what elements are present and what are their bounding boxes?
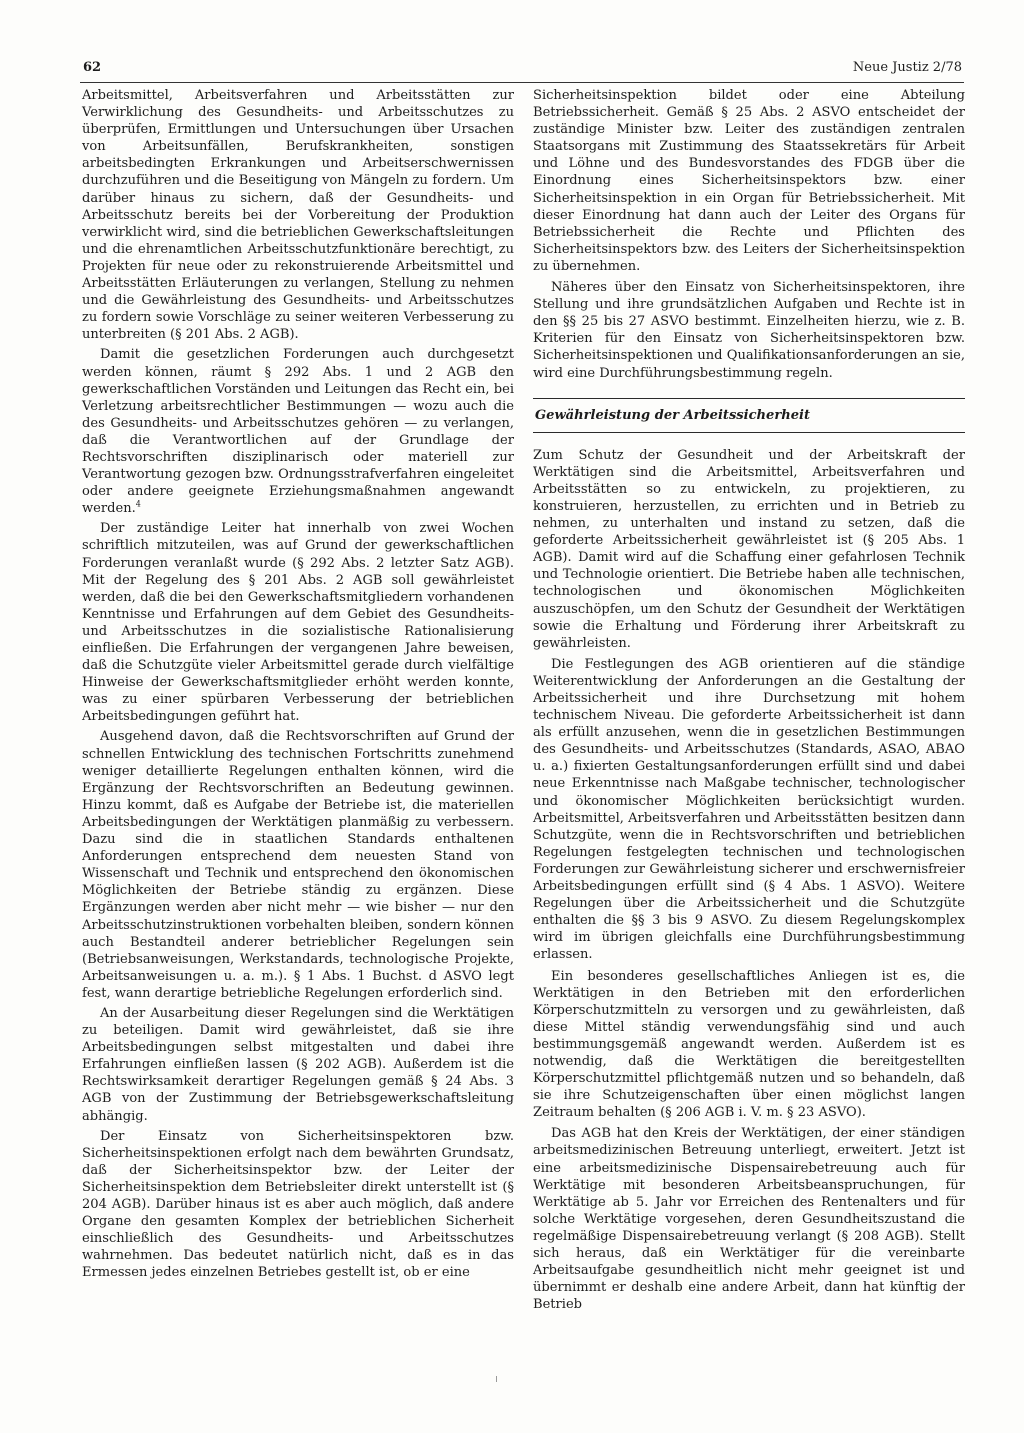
paragraph: An der Ausarbeitung dieser Regelungen sind die Werktätigen zu beteiligen. Damit wird gewährleistet, daß sie ihre Arbeitsbedingungen selbst mitgestalten und dabei ihre Erfahrungen einfließen lassen (§ 202 AGB). Außerdem ist die Rechtswirksamkeit derartiger Regelungen gemäß § 24 Abs. 3 AGB von der Zustimmung der Betriebsgewerkschaftsleitung abhängig.	[82, 1005, 514, 1124]
paragraph: Ein besonderes gesellschaftliches Anliegen ist es, die Werktätigen in den Betrieben mit den erforderlichen Körperschutzmitteln zu versorgen und zu gewährleisten, daß diese Mittel ständig verwendungsfähig sind und auch bestimmungsgemäß angewandt werden. Außerdem ist es notwendig, daß die Werktätigen die bereitgestellten Körperschutzmittel pflichtgemäß nutzen und so behandeln, daß sie ihre Schutzeigenschaften über einen möglichst langen Zeitraum behalten (§ 206 AGB i. V. m. § 23 ASVO).	[533, 968, 965, 1121]
section-heading: Gewährleistung der Arbeitssicherheit	[533, 398, 965, 433]
paragraph: Näheres über den Einsatz von Sicherheitsinspektoren, ihre Stellung und ihre grundsätzlichen Aufgaben und Rechte ist in den §§ 25 bis 27 ASVO bestimmt. Einzelheiten hierzu, wie z. B. Kriterien für den Einsatz von Sicherheitsinspektoren bzw. Sicherheitsinspektionen und Qualifikationsanforderungen an sie, wird eine Durchführungsbestimmung regeln.	[533, 280, 965, 381]
footnote-marker: 4	[135, 499, 141, 509]
paragraph	[82, 346, 514, 517]
journal-issue: Neue Justiz 2/78	[852, 60, 962, 75]
paragraph: Ausgehend davon, daß die Rechtsvorschriften auf Grund der schnellen Entwicklung des technischen Fortschritts zunehmend weniger detaillierte Regelungen enthalten können, wird die Ergänzung der Rechtsvorschriften an Bedeutung gewinnen. Hinzu kommt, daß es Aufgabe der Betriebe ist, die materiellen Arbeitsbedingungen der Werktätigen planmäßig zu verbessern. Dazu sind die in staatlichen Standards enthaltenen Anforderungen entsprechend dem neuesten Stand von Wissenschaft und Technik und entsprechend den ökonomischen Möglichkeiten der Betriebe ständig zu ergänzen. Diese Ergänzungen werden aber nicht mehr — wie bisher — nur den Arbeitsschutzinstruktionen vorbehalten bleiben, sondern können auch Bestandteil anderer betrieblicher Regelungen sein (Betriebsanweisungen, Werkstandards, technologische Projekte, Arbeitsanweisungen u. a. m.). § 1 Abs. 1 Buchst. d ASVO legt fest, wann derartige betriebliche Regelungen erforderlich sind.	[82, 729, 514, 1001]
page-number: 62	[83, 60, 102, 75]
paragraph: Der zuständige Leiter hat innerhalb von zwei Wochen schriftlich mitzuteilen, was auf Grund der gewerkschaftlichen Forderungen veranlaßt wurde (§ 292 Abs. 2 letzter Satz AGB). Mit der Regelung des § 201 Abs. 2 AGB soll gewährleistet werden, daß die bei den Gewerkschaftsmitgliedern vorhandenen Kenntnisse und Erfahrungen auf dem Gebiet des Gesundheits- und Arbeitsschutzes in die sozialistische Rationalisierung einfließen. Die Erfahrungen der vergangenen Jahre beweisen, daß die Schutzgüte vieler Arbeitsmittel gerade durch vielfältige Hinweise der Gewerkschaftsmitglieder erhöht werden konnte, was zu einer spürbaren Verbesserung der betrieblichen Arbeitsbedingungen geführt hat.	[82, 521, 514, 725]
paragraph: Sicherheitsinspektion bildet oder eine Abteilung Betriebssicherheit. Gemäß § 25 Abs. 2 ASVO entscheidet der zuständige Minister bzw. Leiter des zuständigen zentralen Staatsorgans mit Zustimmung des Staatssekretärs für Arbeit und Löhne und des Bundesvorstandes des FDGB über die Einordnung eines Sicherheitsinspektors bzw. einer Sicherheitsinspektion in ein Organ für Betriebssicherheit. Mit dieser Einordnung hat dann auch der Leiter des Organs für Betriebssicherheit die Rechte und Pflichten des Sicherheitsinspektors bzw. des Leiters der Sicherheitsinspektion zu übernehmen.	[533, 88, 965, 274]
paragraph: Die Festlegungen des AGB orientieren auf die ständige Weiterentwicklung der Anforderungen an die Gestaltung der Arbeitssicherheit und ihre Durchsetzung mit hohem technischem Niveau. Die geforderte Arbeitssicherheit ist dann als erfüllt anzusehen, wenn die in gesetzlichen Bestimmungen des Gesundheits- und Arbeitsschutzes (Standards, ASAO, ABAO u. a.) fixierten Gestaltungsanforderungen erfüllt sind und dabei neue Erkenntnisse nach Maßgabe technischer, technologischer und ökonomischer Möglichkeiten berücksichtigt wurden. Arbeitsmittel, Arbeitsverfahren und Arbeitsstätten besitzen dann Schutzgüte, wenn die in Rechtsvorschriften und betrieblichen Regelungen festgelegten technischen und technologischen Forderungen zur Gewährleistung sicherer und erschwernisfreier Arbeitsbedingungen erfüllt sind (§ 4 Abs. 1 ASVO). Weitere Regelungen über die Arbeitssicherheit und die Schutzgüte enthalten die §§ 3 bis 9 ASVO. Zu diesem Regelungskomplex wird im übrigen gleichfalls eine Durchführungsbestimmung erlassen.	[533, 656, 965, 963]
page-header	[80, 58, 964, 83]
left-column	[82, 87, 514, 1284]
paragraph: Zum Schutz der Gesundheit und der Arbeitskraft der Werktätigen sind die Arbeitsmittel, Arbeitsverfahren und Arbeitsstätten so zu entwickeln, zu projektieren, zu konstruieren, herzustellen, zu errichten und in Betrieb zu nehmen, zu unterhalten und instand zu setzen, daß die geforderte Arbeitssicherheit gewährleistet ist (§ 205 Abs. 1 AGB). Damit wird auf die Schaffung einer gefahrlosen Technik und Technologie orientiert. Die Betriebe haben alle technischen, technologischen und ökonomischen Möglichkeiten auszuschöpfen, um den Schutz der Gesundheit der Werktätigen sowie die Erhaltung und Förderung ihrer Arbeitskraft zu gewährleisten.	[533, 447, 965, 651]
paragraph: Der Einsatz von Sicherheitsinspektoren bzw. Sicherheitsinspektionen erfolgt nach dem bewährten Grundsatz, daß der Sicherheitsinspektor bzw. der Leiter der Sicherheitsinspektion dem Betriebsleiter direkt unterstellt ist (§ 204 AGB). Darüber hinaus ist es aber auch möglich, daß andere Organe den gesamten Komplex der betrieblichen Sicherheit einschließlich des Gesundheits- und Arbeitsschutzes wahrnehmen. Das bedeutet natürlich nicht, daß es in das Ermessen jedes einzelnen Betriebes gestellt ist, ob er eine	[82, 1128, 514, 1281]
print-mark	[496, 1376, 497, 1382]
paragraph: Arbeitsmittel, Arbeitsverfahren und Arbeitsstätten zur Verwirklichung des Gesundheits- und Arbeitsschutzes zu überprüfen, Ermittlungen und Untersuchungen über Ursachen von Arbeitsunfällen, Berufskrankheiten, sonstigen arbeitsbedingten Erkrankungen und Arbeitserschwernissen durchzuführen und die Beseitigung von Mängeln zu fordern. Um darüber hinaus zu sichern, daß der Gesundheits- und Arbeitsschutz bereits bei der Vorbereitung der Produktion verwirklicht wird, sind die betrieblichen Gewerkschaftsleitungen und die ehrenamtlichen Arbeitsschutzfunktionäre berechtigt, zu Projekten für neue oder zu rekonstruierende Arbeitsmittel und Arbeitsstätten Erläuterungen zu verlangen, Stellung zu nehmen und die Gewährleistung des Gesundheits- und Arbeitsschutzes zu fordern sowie Vorschläge zu seiner weiteren Verbesserung zu unterbreiten (§ 201 Abs. 2 AGB).	[82, 88, 514, 343]
paragraph-text: Damit die gesetzlichen Forderungen auch durchgesetzt werden können, räumt § 292 Abs. 1 und 2 AGB den gewerkschaftlichen Vorständen und Leitungen das Recht ein, bei Verletzung arbeitsrechtlicher Bestimmungen — wozu auch die des Gesundheits- und Arbeitsschutzes gehören — zu verlangen, daß die Verantwortlichen auf der Grundlage der Rechtsvorschriften disziplinarisch oder materiell zur Verantwortung gezogen bzw. Ordnungsstrafverfahren eingeleitet oder andere geeignete Erziehungsmaßnahmen angewandt werden.	[82, 347, 514, 517]
right-column	[533, 87, 965, 1316]
paragraph: Das AGB hat den Kreis der Werktätigen, der einer ständigen arbeitsmedizinischen Betreuung unterliegt, erweitert. Jetzt ist eine arbeitsmedizinische Dispensairebetreuung auch für Werktätige mit besonderen Arbeitsbeanspruchungen, für Werktätige ab 5. Jahr vor Erreichen des Rentenalters und für solche Werktätige vorgesehen, deren Gesundheitszustand die regelmäßige Dispensairebetreuung verlangt (§ 208 AGB). Stellt sich heraus, daß ein Werktätiger für die vereinbarte Arbeitsaufgabe gesundheitlich nicht mehr geeignet ist und übernimmt er deshalb eine andere Arbeit, dann hat künftig der Betrieb	[533, 1126, 965, 1313]
